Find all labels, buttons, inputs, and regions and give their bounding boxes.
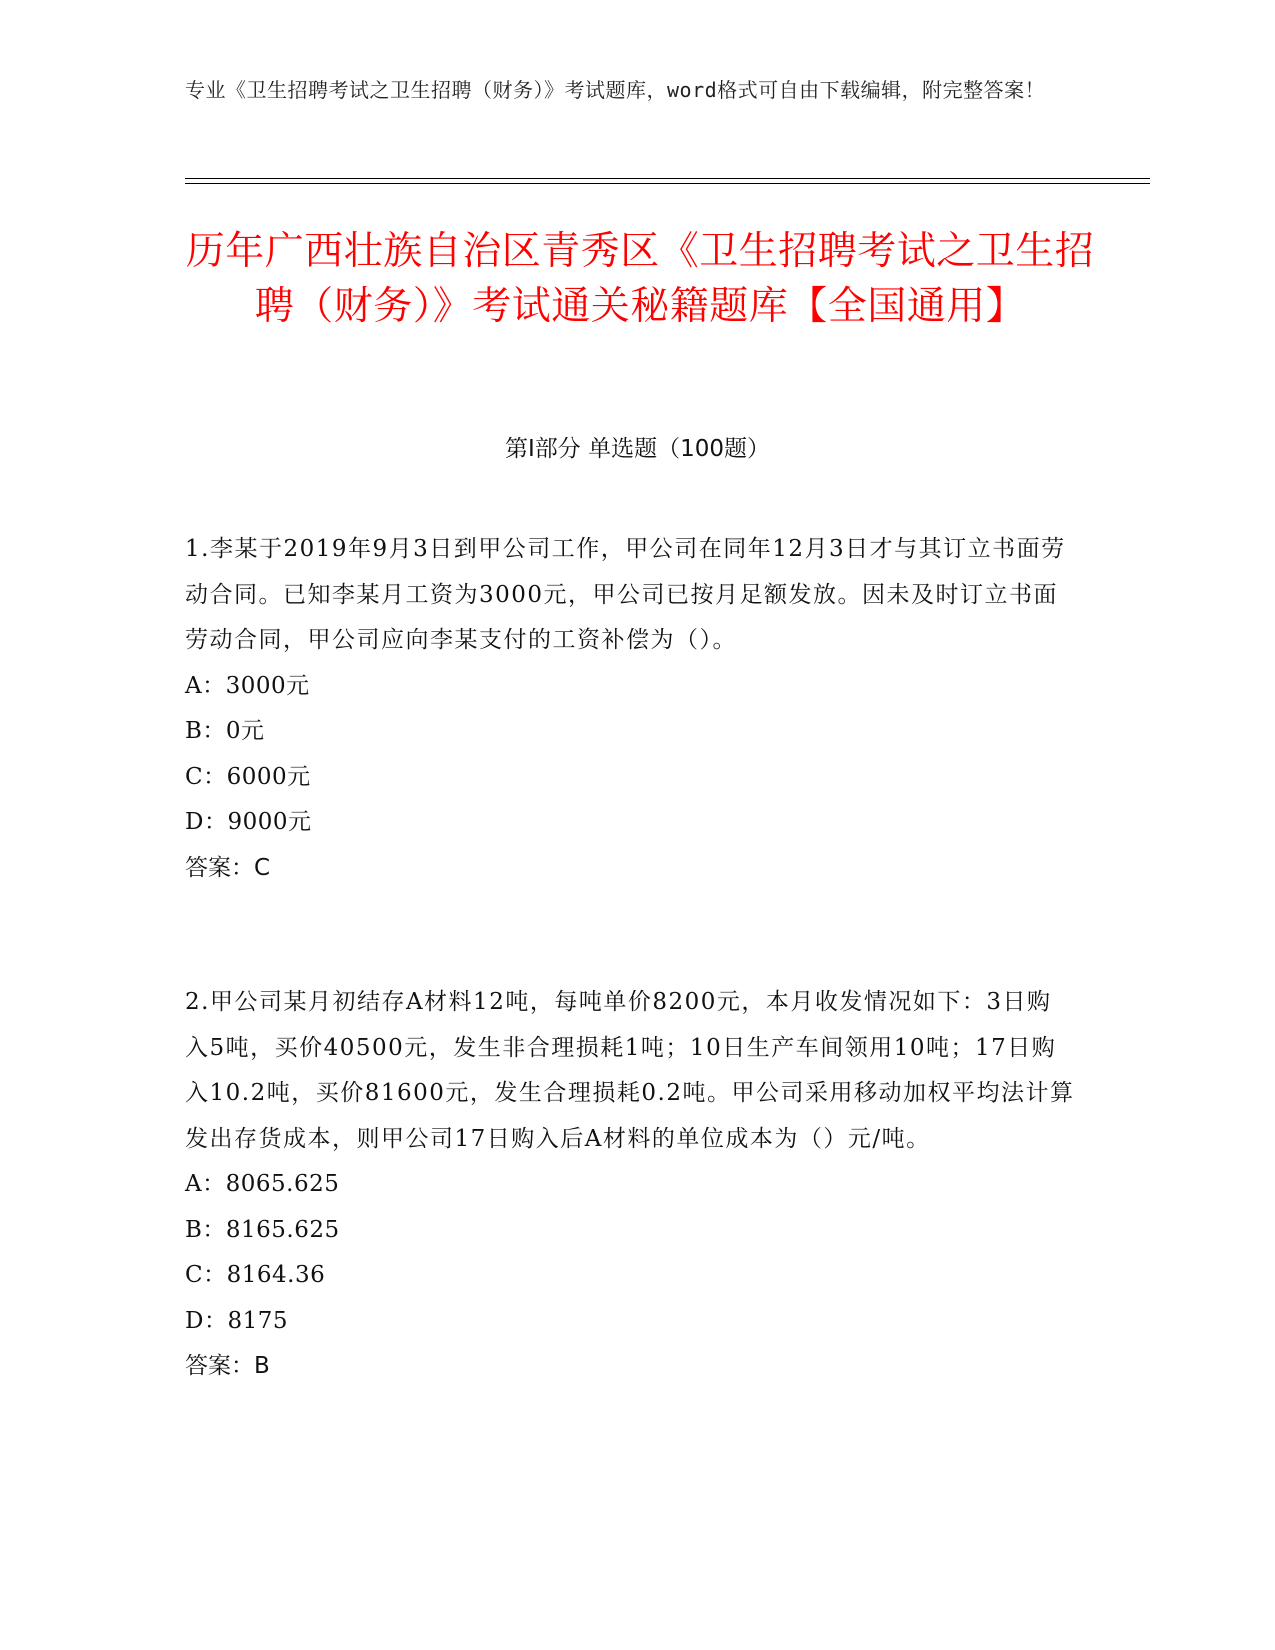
section-title: 第Ⅰ部分 单选题（100题） [505,436,770,462]
header-divider-top [185,178,1150,179]
option-a: A：3000元 [185,672,310,699]
option-c: C：6000元 [185,763,311,790]
header-note: 专业《卫生招聘考试之卫生招聘（财务）》考试题库，word格式可自由下载编辑，附完整答案！ [185,78,1046,102]
question-stem: 1.李某于2019年9月3日到甲公司工作，甲公司在同年12月3日才与其订立书面劳动合同。已知李某月工资为3000元，甲公司已按月足额发放。因未及时订立书面劳动合同，甲公司应向李某支付的工资补偿为（）。 [185,536,1066,653]
question-item [185,980,1075,1390]
question-item [185,527,1075,891]
question-stem: 2.甲公司某月初结存A材料12吨，每吨单价8200元，本月收发情况如下：3日购入5吨，买价40500元，发生非合理损耗1吨；10日生产车间领用10吨；17日购入10.2吨，买价81600元，发生合理损耗0.2吨。甲公司采用移动加权平均法计算发出存货成本，则甲公司17日购入后A材料的单位成本为（）元/吨。 [185,989,1075,1152]
option-d: D：9000元 [185,809,312,835]
header-divider-bottom [185,183,1150,184]
option-b: B：8165.625 [185,1216,340,1243]
option-b: B：0元 [185,718,265,744]
option-d: D：8175 [185,1307,288,1334]
option-c: C：8164.36 [185,1262,326,1288]
option-a: A：8065.625 [185,1171,340,1197]
answer-line: 答案：C [185,854,271,881]
answer-line: 答案：B [185,1353,270,1379]
document-title: 历年广西壮族自治区青秀区《卫生招聘考试之卫生招聘（财务）》考试通关秘籍题库【全国通用】 [185,229,1095,329]
